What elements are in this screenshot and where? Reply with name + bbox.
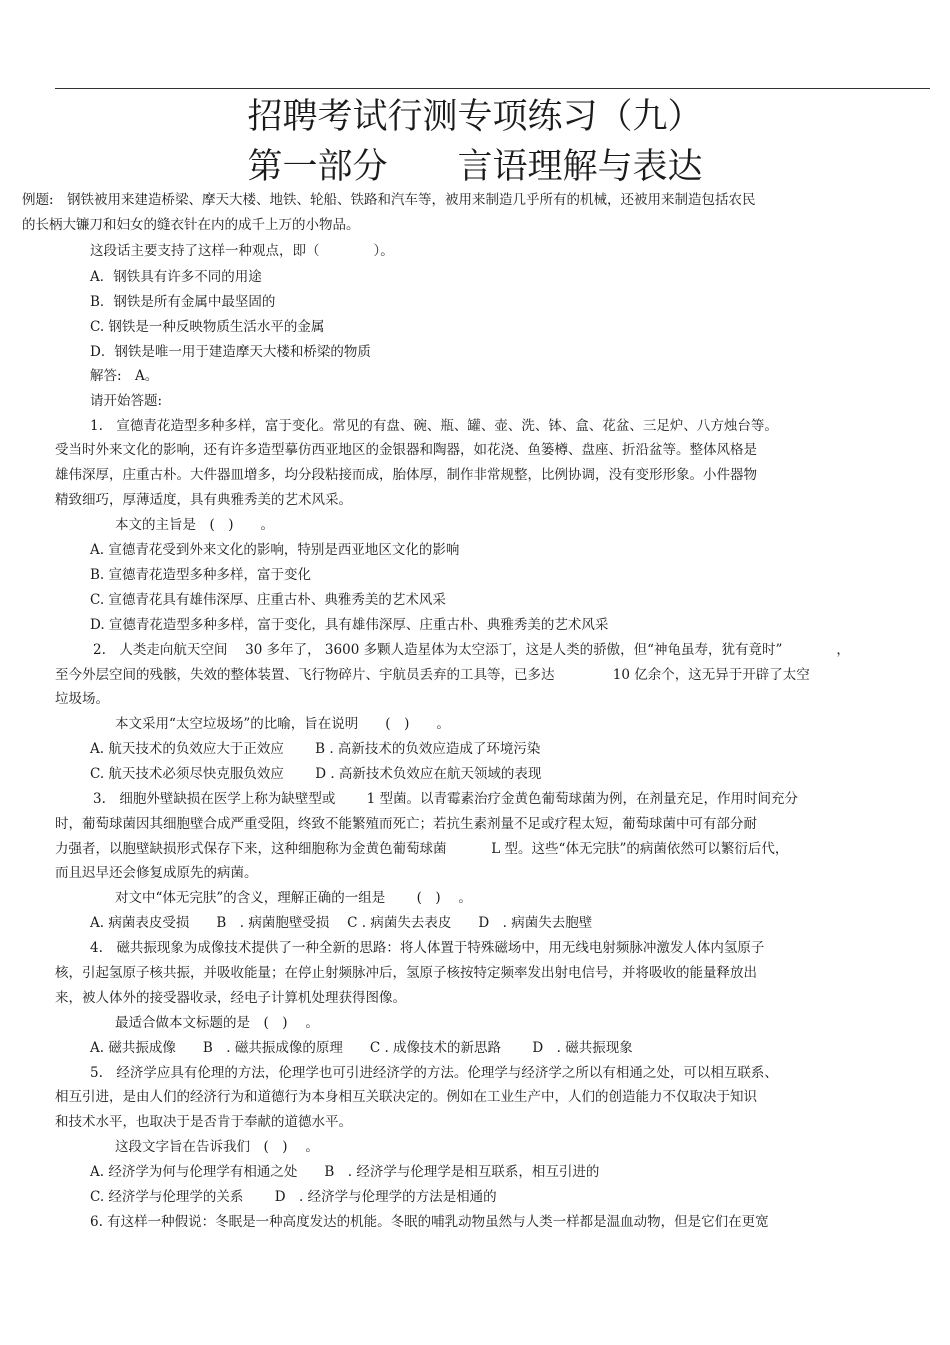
example-option-d: D．钢铁是唯一用于建造摩天大楼和桥梁的物质 [90,344,371,360]
q2-line-1: 2. 人类走向航天空间 30 多年了， 3600 多颗人造星体为太空添丁，这是人类的骄傲，但“神龟虽寿，犹有竟时” ， [93,642,850,658]
q1-option-b: B. 宣德青花造型多种多样，富于变化 [90,567,312,583]
q5-line-2: 相互引进，是由人们的经济行为和道德行为本身相互关联决定的。例如在工业生产中，人们的创造能力不仅取决于知识 [55,1089,757,1105]
q3-line-2: 时，葡萄球菌因其细胞壁合成严重受阻，终致不能繁殖而死亡；若抗生素剂量不足或疗程太短，葡萄球菌中可有部分耐 [55,816,757,832]
q5-line-3: 和技术水平，也取决于是否肯于奉献的道德水平。 [55,1114,352,1130]
q2-line-2: 至今外层空间的残骸，失效的整体装置、飞行物碎片、宇航员丢弃的工具等，已多达 10 亿余个，这无异于开辟了太空 [55,667,810,683]
q3-line-4: 而且迟早还会修复成原先的病菌。 [55,865,258,881]
q5-options-ab: A. 经济学为何与伦理学有相通之处 B . 经济学与伦理学是相互联系，相互引进的 [90,1164,600,1180]
q4-line-3: 来，被人体外的接受器收录，经电子计算机处理获得图像。 [55,990,406,1006]
q3-line-3: 力强者，以胞壁缺损形式保存下来，这种细胞称为金黄色葡萄球菌 L 型。这些“体无完肤”的病菌依然可以繁衍后代， [55,841,789,857]
example-line-2: 的长柄大镰刀和妇女的缝衣针在内的成千上万的小物品。 [22,217,360,233]
q1-line-2: 受当时外来文化的影响，还有许多造型摹仿西亚地区的金银器和陶器，如花浇、鱼篓樽、盘座、折沿盆等。整体风格是 [55,442,757,458]
q1-question: 本文的主旨是 ( ) 。 [115,517,275,533]
example-line-1: 例题: 钢铁被用来建造桥梁、摩天大楼、地铁、轮船、铁路和汽车等，被用来制造几乎所有的机械，还被用来制造包括农民 [22,192,756,208]
example-answer: 解答: A。 [90,368,159,384]
q1-option-c: C. 宣德青花具有雄伟深厚、庄重古朴、典雅秀美的艺术风采 [90,592,446,608]
q1-option-a: A. 宣德青花受到外来文化的影响，特别是西亚地区文化的影响 [90,542,460,558]
example-question: 这段话主要支持了这样一种观点，即（ ）。 [90,243,394,259]
q5-question: 这段文字旨在告诉我们 ( ) 。 [115,1139,319,1155]
q5-line-1: 5. 经济学应具有伦理的方法，伦理学也可引进经济学的方法。伦理学与经济学之所以有相通之处，可以相互联系、 [90,1065,778,1081]
q1-line-4: 精致细巧，厚薄适度，具有典雅秀美的艺术风采。 [55,492,352,508]
example-option-a: A．钢铁具有许多不同的用途 [90,269,262,285]
document-title: 招聘考试行测专项练习（九） [247,97,703,137]
start-prompt: 请开始答题: [90,393,163,409]
q2-options-cd: C. 航天技术必须尽快克服负效应 D . 高新技术负效应在航天领域的表现 [90,766,542,782]
q3-line-1: 3. 细胞外壁缺损在医学上称为缺壁型或 1 型菌。以青霉素治疗金黄色葡萄球菌为例，在剂量充足，作用时间充分 [93,791,799,807]
section-title: 第一部分 言语理解与表达 [247,147,703,187]
q4-question: 最适合做本文标题的是 ( ) 。 [115,1015,319,1031]
q5-options-cd: C. 经济学与伦理学的关系 D . 经济学与伦理学的方法是相通的 [90,1189,497,1205]
q2-options-ab: A. 航天技术的负效应大于正效应 B . 高新技术的负效应造成了环境污染 [90,741,541,757]
q6-line-1: 6. 有这样一种假说：冬眠是一种高度发达的机能。冬眠的哺乳动物虽然与人类一样都是温血动物，但是它们在更宽 [90,1214,769,1230]
example-option-c: C. 钢铁是一种反映物质生活水平的金属 [90,319,325,335]
q3-options: A. 病菌表皮受损 B . 病菌胞壁受损 C . 病菌失去表皮 D . 病菌失去胞壁 [90,915,593,931]
q1-line-1: 1. 宣德青花造型多种多样，富于变化。常见的有盘、碗、瓶、罐、壶、洗、钵、盒、花盆、三足炉、八方烛台等。 [90,418,778,434]
q2-question: 本文采用“太空垃圾场”的比喻，旨在说明 ( ) 。 [115,716,450,732]
example-option-b: B．钢铁是所有金属中最坚固的 [90,294,276,310]
q1-line-3: 雄伟深厚，庄重古朴。大件器皿增多，均分段粘接而成，胎体厚，制作非常规整，比例协调，没有变形形象。小件器物 [55,467,757,483]
header-rule [55,88,930,89]
q4-options: A. 磁共振成像 B . 磁共振成像的原理 C . 成像技术的新思路 D . 磁共振现象 [90,1040,633,1056]
q3-question: 对文中“体无完肤”的含义，理解正确的一组是 ( ) 。 [115,890,472,906]
q4-line-1: 4. 磁共振现象为成像技术提供了一种全新的思路：将人体置于特殊磁场中，用无线电射频脉冲激发人体内氢原子 [90,940,765,956]
q1-option-d: D. 宣德青花造型多种多样，富于变化，具有雄伟深厚、庄重古朴、典雅秀美的艺术风采 [90,617,609,633]
q4-line-2: 核，引起氢原子核共振，并吸收能量；在停止射频脉冲后，氢原子核按特定频率发出射电信号，并将吸收的能量释放出 [55,965,757,981]
q2-line-3: 垃圾场。 [55,691,109,707]
